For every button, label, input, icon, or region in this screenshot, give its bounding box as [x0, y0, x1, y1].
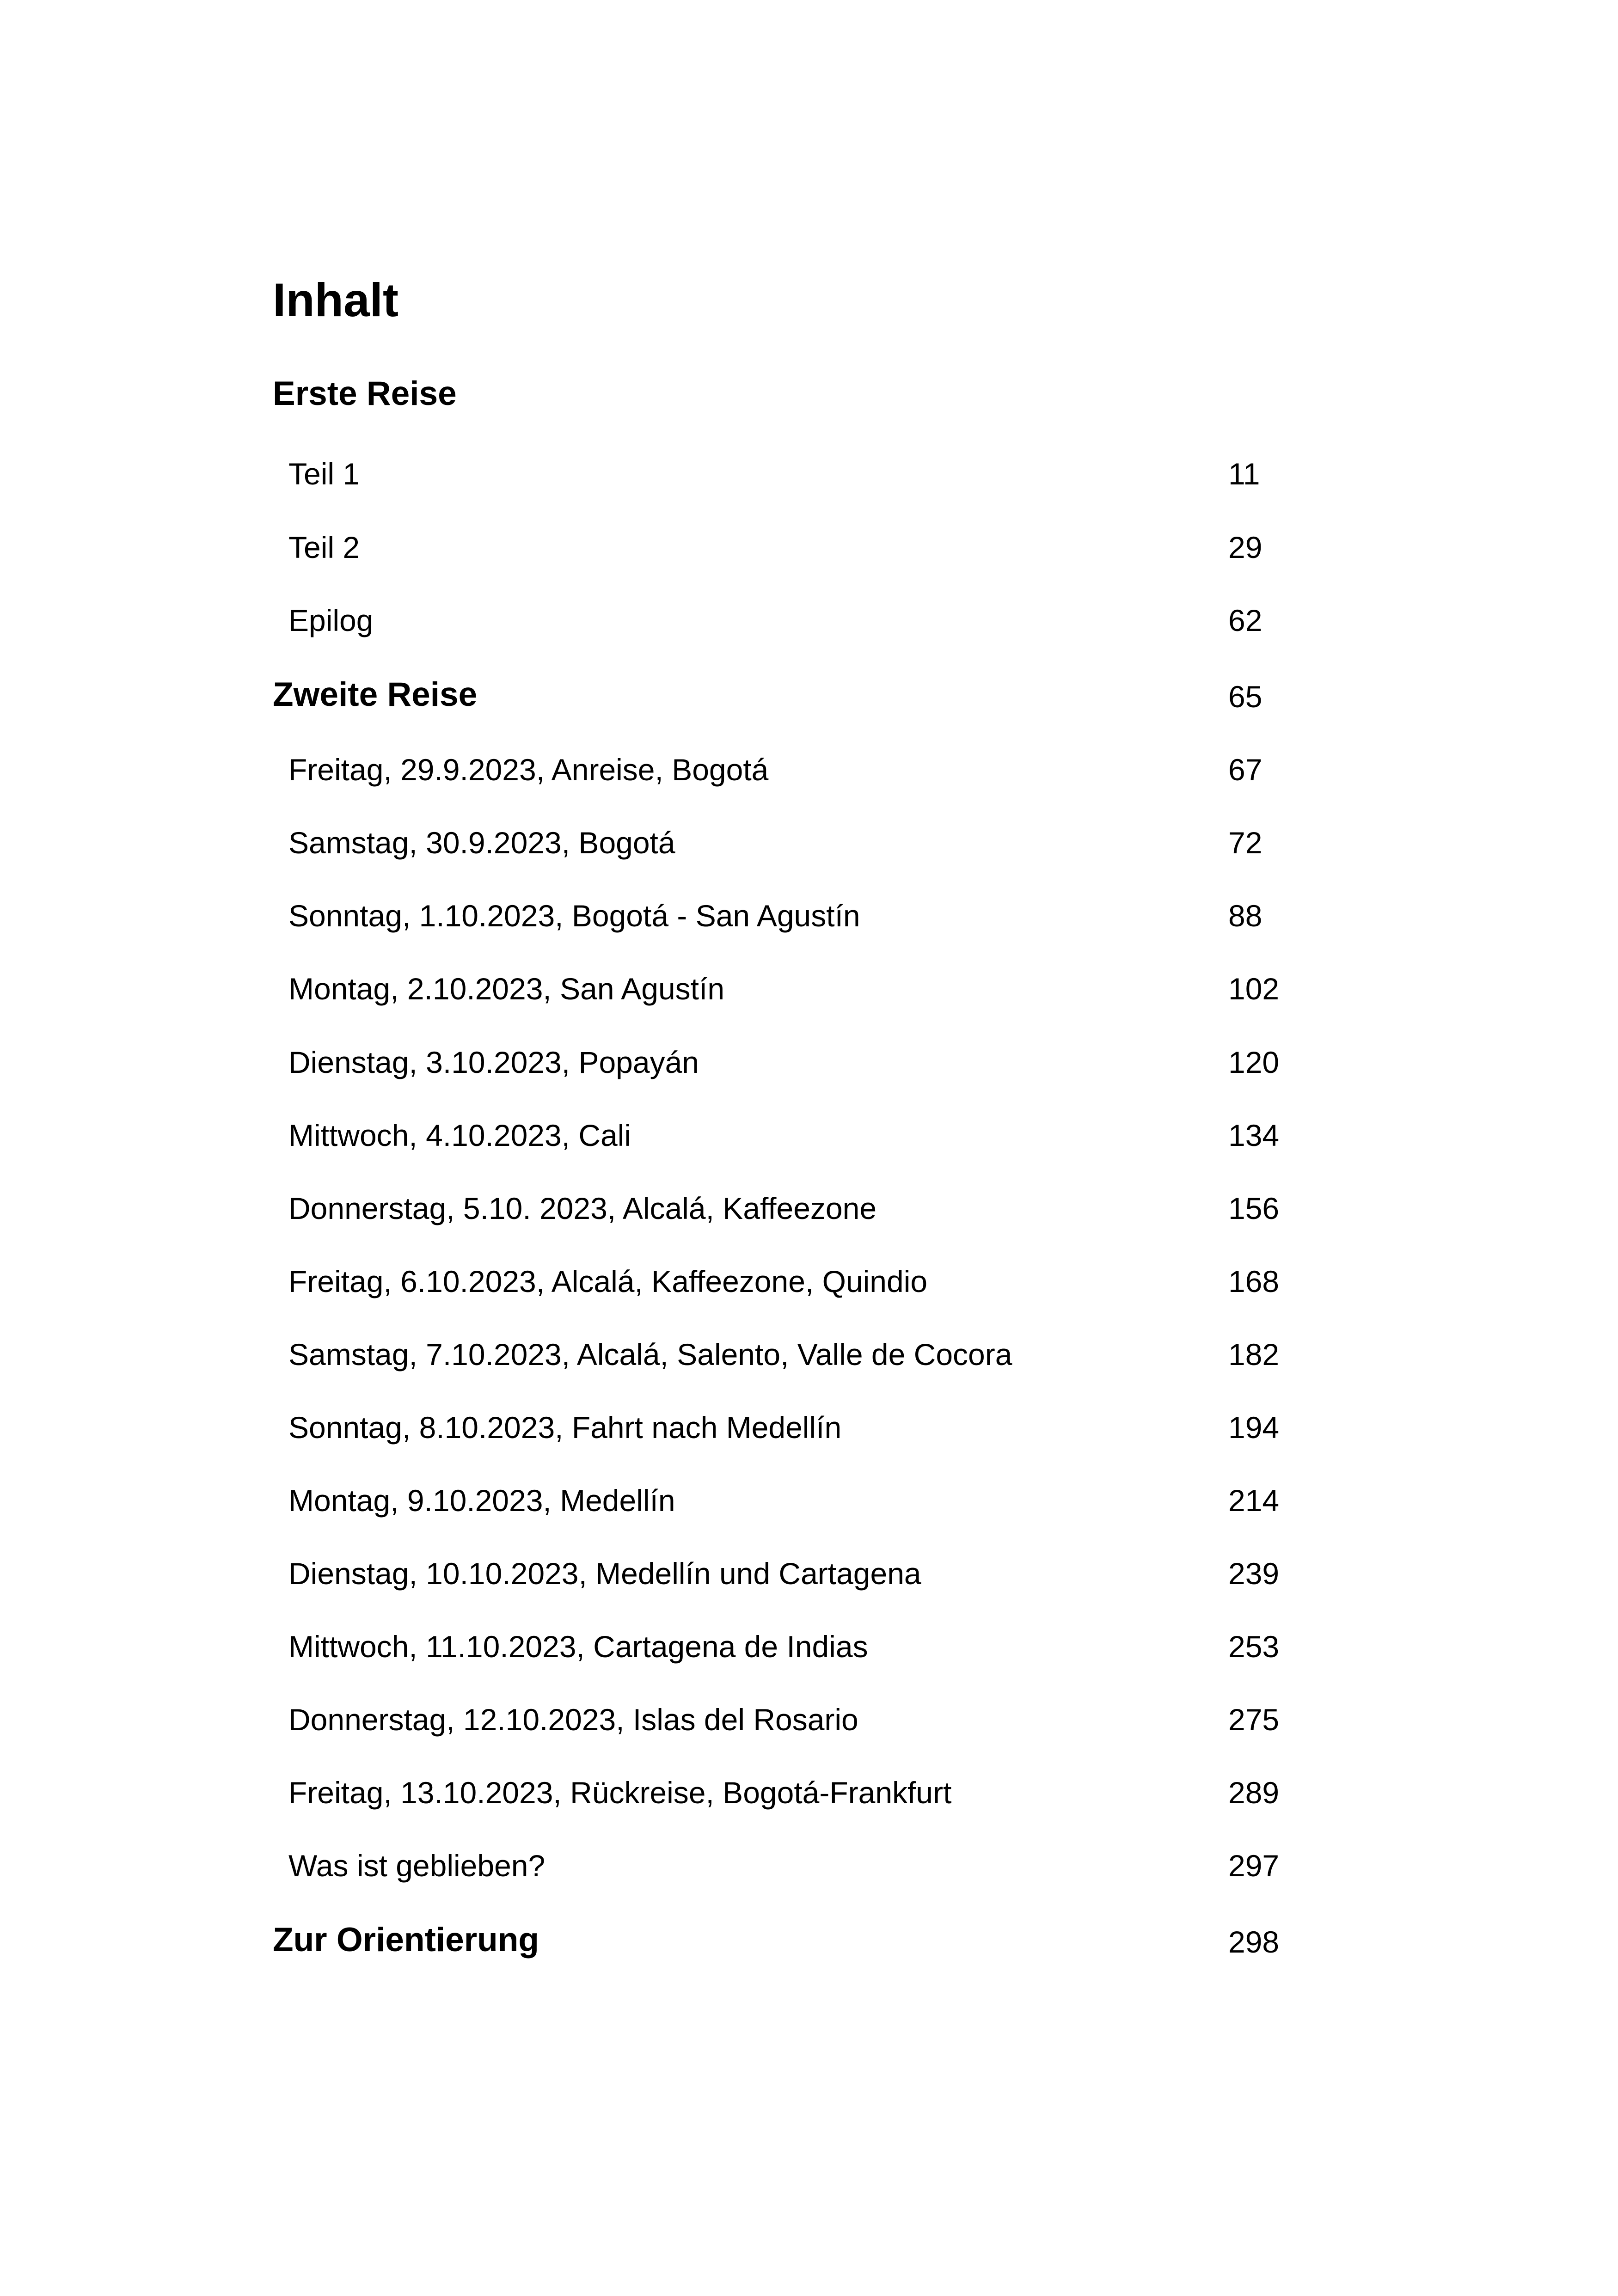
toc-entry	[0, 1120, 1618, 1166]
toc-entry-page-number: 62	[1228, 603, 1263, 637]
toc-entry-label: Teil 1	[288, 457, 360, 491]
toc-entry	[0, 1047, 1618, 1093]
toc-entry-label: Samstag, 30.9.2023, Bogotá	[288, 826, 675, 860]
toc-entry-page-number: 168	[1228, 1264, 1280, 1298]
toc-entry-page-number: 11	[1228, 457, 1260, 491]
toc-entry-page-number: 72	[1228, 826, 1263, 860]
toc-entry	[0, 605, 1618, 651]
toc-entry-label: Dienstag, 10.10.2023, Medellín und Cartagena	[288, 1556, 921, 1591]
toc-entry-page-number: 289	[1228, 1776, 1280, 1810]
toc-entry-label: Teil 2	[288, 530, 360, 564]
toc-entry-label: Freitag, 13.10.2023, Rückreise, Bogotá-Frankfurt	[288, 1776, 952, 1810]
toc-entry-label: Mittwoch, 4.10.2023, Cali	[288, 1118, 631, 1152]
toc-entry	[0, 1193, 1618, 1239]
toc-section-page-number: 298	[1228, 1925, 1280, 1959]
toc-entry-label: Freitag, 6.10.2023, Alcalá, Kaffeezone, Quindio	[288, 1264, 928, 1298]
toc-entry	[0, 532, 1618, 578]
toc-entry-label: Samstag, 7.10.2023, Alcalá, Salento, Valle de Cocora	[288, 1337, 1012, 1371]
toc-entry-label: Dienstag, 3.10.2023, Popayán	[288, 1045, 699, 1079]
toc-entry	[0, 1704, 1618, 1751]
toc-entry-page-number: 275	[1228, 1702, 1280, 1737]
toc-entry	[0, 1266, 1618, 1312]
toc-entry	[0, 1485, 1618, 1531]
toc-entry	[0, 827, 1618, 874]
toc-entry-page-number: 297	[1228, 1849, 1280, 1883]
toc-section-heading	[0, 678, 1618, 724]
toc-entry	[0, 1850, 1618, 1897]
toc-entry-page-number: 67	[1228, 753, 1263, 787]
toc-section-heading	[0, 1923, 1618, 1969]
toc-entry-page-number: 120	[1228, 1045, 1280, 1079]
toc-entry-label: Montag, 9.10.2023, Medellín	[288, 1483, 675, 1518]
toc-entry	[0, 1777, 1618, 1824]
toc-entry-page-number: 214	[1228, 1483, 1280, 1518]
toc-entry	[0, 1558, 1618, 1604]
toc-entry	[0, 1339, 1618, 1385]
toc-entry-label: Mittwoch, 11.10.2023, Cartagena de Indias	[288, 1629, 868, 1664]
toc-entry	[0, 754, 1618, 801]
toc-section-title: Zweite Reise	[273, 676, 478, 713]
toc-entry	[0, 974, 1618, 1020]
toc-entry-page-number: 182	[1228, 1337, 1280, 1371]
toc-entry-label: Sonntag, 8.10.2023, Fahrt nach Medellín	[288, 1410, 842, 1445]
toc-title: Inhalt	[273, 274, 398, 326]
toc-entry	[0, 900, 1618, 947]
toc-entry-page-number: 253	[1228, 1629, 1280, 1664]
toc-entry	[0, 1412, 1618, 1458]
toc-entry-page-number: 134	[1228, 1118, 1280, 1152]
toc-entry-label: Freitag, 29.9.2023, Anreise, Bogotá	[288, 753, 769, 787]
toc-entry	[0, 459, 1618, 505]
toc-entry-label: Donnerstag, 12.10.2023, Islas del Rosario	[288, 1702, 858, 1737]
toc-entry-page-number: 239	[1228, 1556, 1280, 1591]
toc-entry-page-number: 156	[1228, 1191, 1280, 1225]
toc-entry-page-number: 102	[1228, 972, 1280, 1006]
toc-entry	[0, 1631, 1618, 1678]
toc-section-heading	[0, 377, 1618, 423]
toc-section-title: Erste Reise	[273, 375, 457, 412]
toc-entry-label: Sonntag, 1.10.2023, Bogotá - San Agustín	[288, 899, 860, 933]
toc-entry-label: Was ist geblieben?	[288, 1849, 545, 1883]
toc-entry-page-number: 194	[1228, 1410, 1280, 1445]
toc-entry-label: Montag, 2.10.2023, San Agustín	[288, 972, 725, 1006]
toc-entry-label: Epilog	[288, 603, 374, 637]
toc-section-title: Zur Orientierung	[273, 1921, 539, 1959]
toc-entry-page-number: 88	[1228, 899, 1263, 933]
toc-section-page-number: 65	[1228, 680, 1263, 714]
toc-entry-page-number: 29	[1228, 530, 1263, 564]
toc-entry-label: Donnerstag, 5.10. 2023, Alcalá, Kaffeezone	[288, 1191, 877, 1225]
